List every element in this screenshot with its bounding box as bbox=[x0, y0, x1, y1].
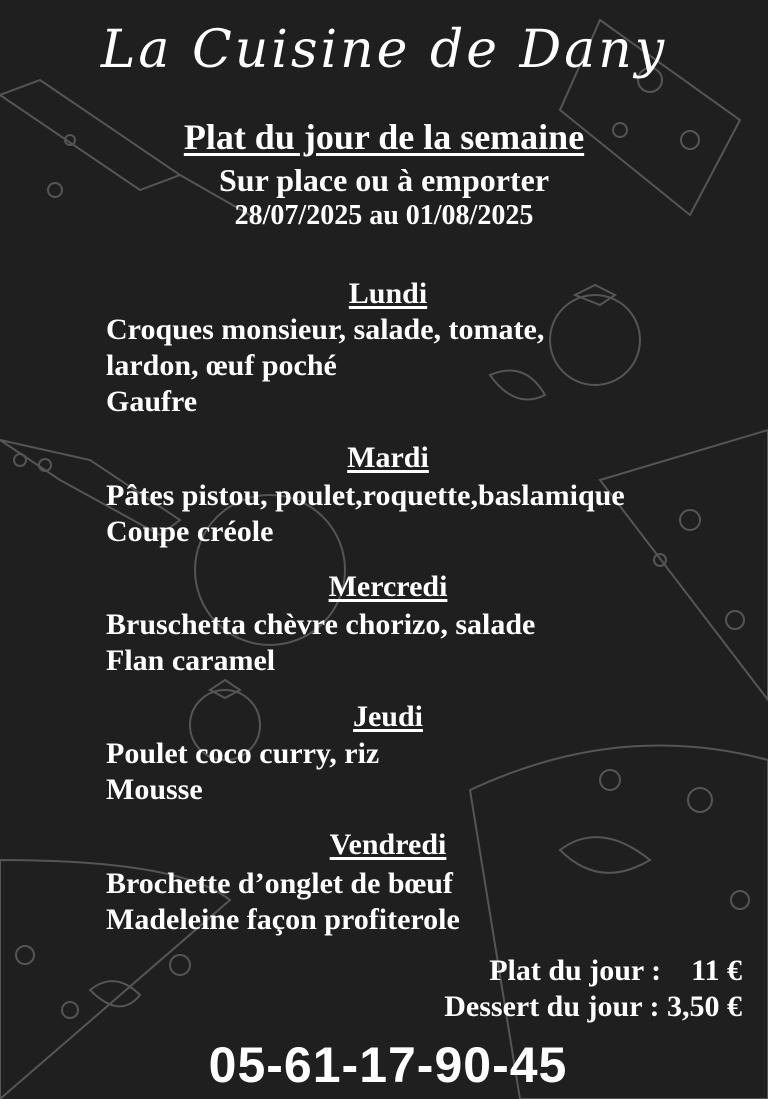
dish-line: Mousse bbox=[106, 773, 203, 806]
menu-subtitle: Sur place ou à emporter bbox=[218, 162, 550, 198]
price-dessert-du-jour: Dessert du jour : 3,50 € bbox=[444, 990, 742, 1023]
phone-number: 05-61-17-90-45 bbox=[208, 1037, 568, 1093]
dish-line: Coupe créole bbox=[106, 515, 274, 548]
dish-line: Flan caramel bbox=[106, 644, 276, 677]
dish-line: Brochette d’onglet de bœuf bbox=[106, 867, 453, 900]
day-heading-mardi: Mardi bbox=[347, 441, 429, 474]
menu-title: Plat du jour de la semaine bbox=[183, 117, 585, 157]
menu-dates: 28/07/2025 au 01/08/2025 bbox=[234, 200, 534, 231]
day-heading-vendredi: Vendredi bbox=[329, 828, 447, 861]
day-heading-lundi: Lundi bbox=[348, 277, 428, 310]
dish-line: Gaufre bbox=[106, 385, 198, 418]
dish-line: Poulet coco curry, riz bbox=[106, 737, 380, 770]
dish-line: Bruschetta chèvre chorizo, salade bbox=[106, 608, 536, 641]
day-heading-mercredi: Mercredi bbox=[328, 570, 448, 603]
price-plat-du-jour: Plat du jour : 11 € bbox=[489, 954, 742, 987]
dish-line: lardon, œuf poché bbox=[106, 349, 337, 382]
restaurant-name: La Cuisine de Dany bbox=[100, 20, 668, 80]
day-heading-jeudi: Jeudi bbox=[352, 700, 424, 733]
dish-line: Pâtes pistou, poulet,roquette,baslamique bbox=[106, 479, 625, 512]
dish-line: Croques monsieur, salade, tomate, bbox=[106, 313, 545, 346]
dish-line: Madeleine façon profiterole bbox=[106, 903, 460, 936]
